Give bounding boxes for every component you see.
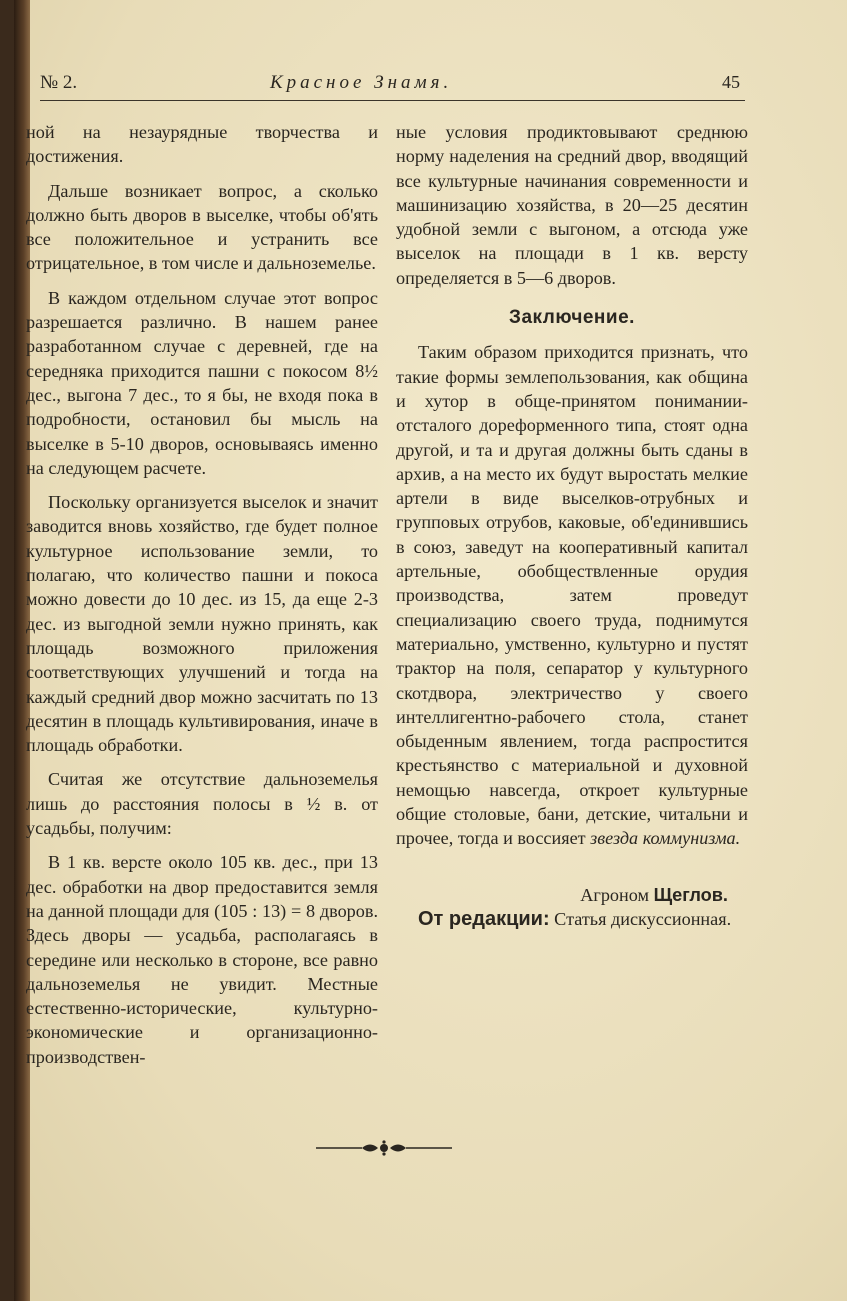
- page-number: 45: [722, 72, 740, 92]
- paragraph-text: Таким образом приходится признать, что такие формы землепользования, как община и хутор в обще-принятом понимании-отсталого дореформенного типа, стоят одна другой, и та и другая должны быть сданы в архив, а на место их будут выростать мелкие артели в виде выселков-отрубных и групповых отрубов, каковые, об'единившись в союз, заведут на кооперативный капитал артельные, обобществленные орудия производства, затем проведут специализацию своего труда, поднимутся материально, умственно, культурно и пустят трактор на поля, сепаратор у культурного скотдвора, электричество у своего интеллигентно-рабочего стола, станет обыденным явлением, тогда распростится крестьянство с материальной и духовной немощью навсегда, откроет культурные общие столовые, бани, детские, читальни и прочее, тогда и воссияет: [396, 342, 748, 849]
- signature: [396, 883, 748, 907]
- signature-name: Щеглов.: [653, 884, 728, 905]
- issue-number: № 2.: [40, 72, 78, 93]
- paragraph: Поскольку организуется выселок и значит заводится вновь хозяйство, где будет полное культурное использование земли, то полагаю, что количество пашни и покоса можно довести до 10 дес. из 15, да еще 2-3 дес. из выгодной земли нужно принять, как площадь возможного приложения соответствующих улучшений и тогда на каждый средний двор можно засчитать по 13 десятин в площадь культивирования, иначе в площадь обработки.: [26, 492, 378, 756]
- ornament-divider-icon: [314, 1138, 454, 1158]
- page: [14, 0, 847, 1301]
- paragraph: В 1 кв. версте около 105 кв. дес., при 13 дес. обработки на двор предоставится земля на данной площади для (105 : 13) = 8 дворов. Здесь дворы — усадьба, располагаясь в середине или несколько в стороне, все равно дальноземелья не увидит. Местные естественно-исторические, культурно-экономические и организационно-производствен-: [26, 852, 378, 1067]
- emphasis-text: звезда коммунизма.: [590, 828, 741, 849]
- right-column: [396, 120, 748, 941]
- editor-note-text: Статья дискуссионная.: [554, 908, 732, 929]
- paragraph: В каждом отдельном случае этот вопрос разрешается различно. В нашем ранее разработанном случае с деревней, где на середняка приходится пашни с покосом 8½ дес., выгона 7 дес., то я бы, не входя пока в подробности, остановил бы мысль на выселке в 5-10 дворов, основываясь именно на следующем расчете.: [26, 287, 378, 478]
- paragraph: ные условия продиктовывают среднюю норму наделения на средний двор, вводящий все культурные начинания современности и машинизацию хозяйства, в 20—25 десятин удобной земли с выгоном, а отсюда уже выселок на площади в 1 кв. версту определяется в 5—6 дворов.: [396, 122, 748, 288]
- editor-note: [396, 907, 748, 931]
- running-header: [40, 72, 740, 96]
- journal-title: Красное Знамя.: [270, 72, 453, 93]
- section-heading: Заключение.: [509, 307, 635, 329]
- header-rule: [40, 100, 745, 101]
- paragraph: Дальше возникает вопрос, а сколько должно быть дворов в выселке, чтобы об'ять все положительное и устранить все отрицательное, в том числе и дальноземелье.: [26, 180, 378, 274]
- paragraph: Считая же отсутствие дальноземелья лишь до расстояния полосы в ½ в. от усадьбы, получим:: [26, 769, 378, 839]
- paragraph: ной на незаурядные творчества и достижения.: [26, 122, 378, 167]
- paragraph: [396, 340, 748, 850]
- editor-note-label: От редакции:: [418, 907, 550, 930]
- left-column: [26, 120, 378, 1079]
- signature-role: Агроном: [580, 884, 650, 905]
